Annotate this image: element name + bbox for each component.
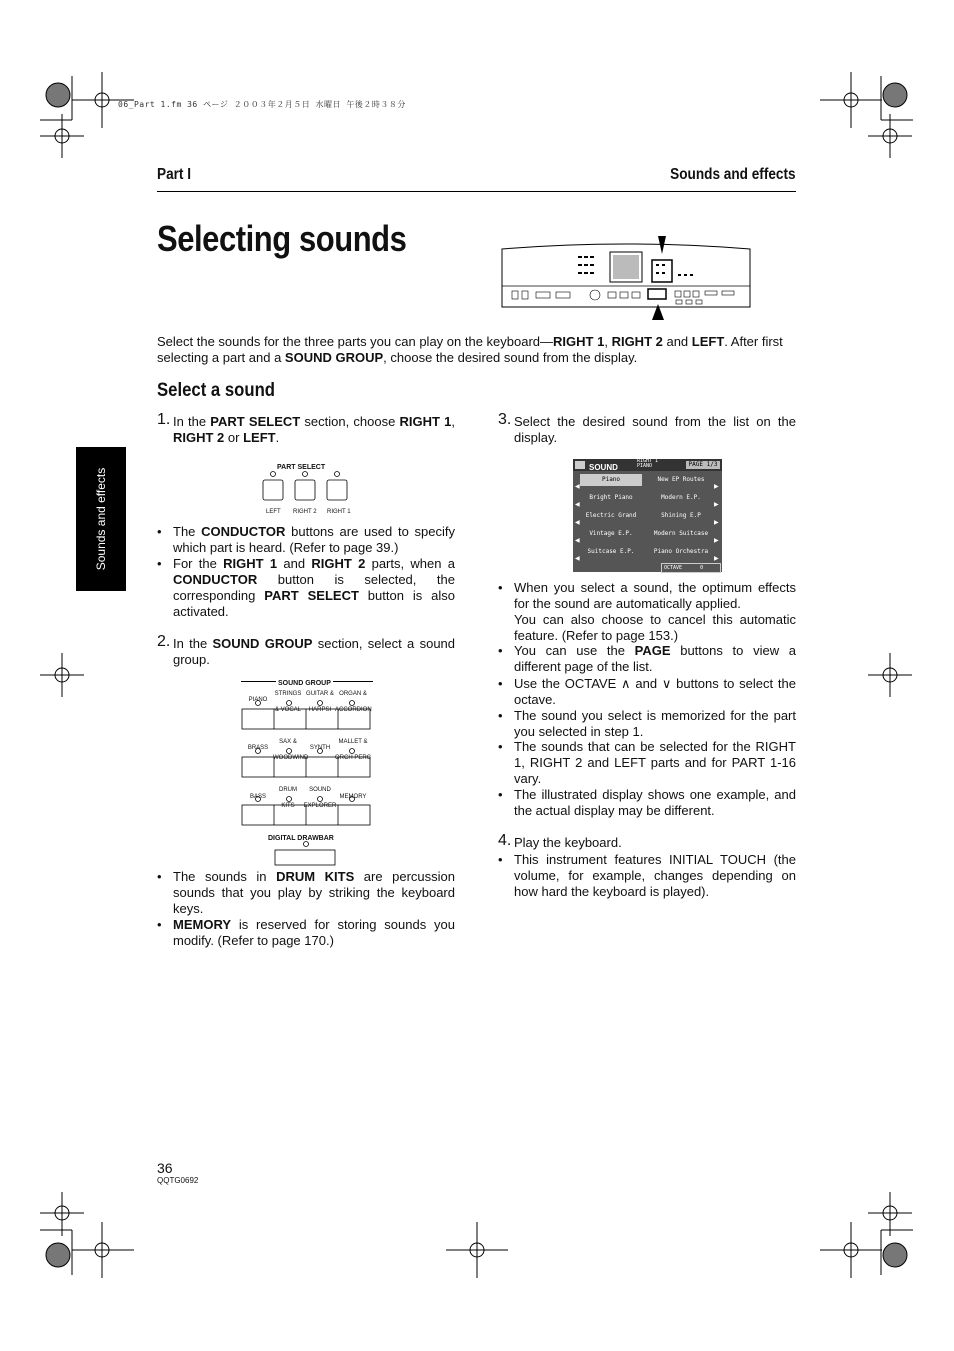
part-select-figure	[253, 460, 363, 516]
step-1: 1. In the PART SELECT section, choose RIGHT 1, RIGHT 2 or LEFT.	[157, 411, 455, 445]
sound-item[interactable]: Vintage E.P.	[589, 530, 633, 537]
sound-item[interactable]: New EP Routes	[657, 476, 705, 483]
sound-item[interactable]: Modern Suitcase	[653, 530, 709, 537]
sound-item[interactable]: Electric Grand	[585, 512, 637, 519]
step-4: 4. Play the keyboard.	[498, 832, 622, 850]
subheading: Select a sound	[157, 380, 276, 401]
part-select-right2-label: RIGHT 2	[293, 509, 317, 515]
left-arrow-icon: ◀	[575, 538, 580, 544]
side-tab: Sounds and effects	[76, 447, 126, 591]
sg-label: GUITAR & HARPSI	[306, 691, 334, 713]
sound-icon	[575, 461, 585, 469]
sg-label: PIANO	[248, 697, 268, 703]
step-3: 3. Select the desired sound from the list on the display.	[498, 411, 796, 445]
part-select-right1-label: RIGHT 1	[327, 509, 351, 515]
header-rule	[157, 191, 796, 192]
sg-label: SOUND EXPLORER	[303, 787, 337, 809]
display-page-indicator: PAGE 1/3	[686, 461, 720, 469]
right-arrow-icon: ▶	[714, 484, 719, 490]
right-arrow-icon: ▶	[714, 520, 719, 526]
bullet: • You can use the PAGE buttons to view a different page of the list.	[498, 643, 796, 674]
print-info-line: 06_Part 1.fm 36 ページ ２００３年２月５日 水曜日 午後２時３８分	[118, 100, 406, 109]
part-select-left-label: LEFT	[266, 509, 281, 515]
left-arrow-icon: ◀	[575, 502, 580, 508]
page-title: Selecting sounds	[157, 218, 407, 259]
left-arrow-icon: ◀	[575, 556, 580, 562]
sound-item[interactable]: Piano	[580, 474, 642, 486]
bullet: • For the RIGHT 1 and RIGHT 2 parts, when a CONDUCTOR button is selected, the corresponding PART SELECT button is also activated.	[157, 556, 455, 619]
sg-label: SYNTH	[309, 745, 331, 751]
digital-drawbar-label: DIGITAL DRAWBAR	[268, 835, 334, 842]
sg-label: BRASS	[247, 745, 269, 751]
right-arrow-icon: ▶	[714, 502, 719, 508]
bullet: • The illustrated display shows one example, and the actual display may be different.	[498, 787, 796, 818]
right-arrow-icon: ▶	[714, 538, 719, 544]
part-select-label: PART SELECT	[277, 464, 326, 471]
sg-label: SAX & WOODWIND	[273, 739, 309, 761]
keyboard-panel-illustration	[500, 234, 752, 324]
bullet: • The CONDUCTOR buttons are used to specify which part is heard. (Refer to page 39.)	[157, 524, 456, 555]
document-code: QQTG0692	[157, 1176, 199, 1185]
bullet: • The sounds in DRUM KITS are percussion sounds that you play by striking the keyboard keys.	[157, 869, 455, 916]
sound-group-figure	[241, 676, 373, 866]
page-number: 36	[157, 1160, 173, 1176]
step-2: 2. In the SOUND GROUP section, select a sound group.	[157, 633, 456, 667]
sg-label: STRINGS & VOCAL	[274, 691, 302, 713]
sound-display	[573, 459, 722, 572]
bullet: • Use the OCTAVE ∧ and ∨ buttons to select the octave.	[498, 676, 796, 707]
sound-group-label: SOUND GROUP	[276, 676, 333, 692]
right-arrow-icon: ▶	[714, 556, 719, 562]
octave-indicator: OCTAVE 0	[661, 563, 721, 573]
sound-item[interactable]: Piano Orchestra	[653, 548, 709, 555]
sg-label: DRUM KITS	[279, 787, 297, 809]
sg-label: BASS	[249, 794, 266, 800]
sound-item[interactable]: Suitcase E.P.	[587, 548, 635, 555]
sound-item[interactable]: Modern E.P.	[661, 494, 701, 501]
left-arrow-icon: ◀	[575, 484, 580, 490]
display-title: SOUND	[589, 463, 618, 472]
display-part: RIGHT 1 PIANO	[637, 458, 659, 469]
left-arrow-icon: ◀	[575, 520, 580, 526]
bullet: • When you select a sound, the optimum effects for the sound are automatically applied. You can also choose to cancel this automatic feature. (Refer to page 153.)	[498, 580, 796, 643]
sound-item[interactable]: Bright Piano	[589, 494, 633, 501]
bullet: • The sounds that can be selected for the RIGHT 1, RIGHT 2 and LEFT parts and for PART 1-16 vary.	[498, 739, 796, 786]
header-section: Sounds and effects	[670, 166, 796, 183]
sg-label: MALLET & ORCH PERC	[335, 739, 372, 761]
intro-paragraph: Select the sounds for the three parts you can play on the keyboard—RIGHT 1, RIGHT 2 and LEFT. After first selecting a part and a SOUND GROUP, choose the desired sound from the display.	[157, 334, 783, 365]
bullet: • MEMORY is reserved for storing sounds you modify. (Refer to page 170.)	[157, 917, 455, 948]
bullet: • This instrument features INITIAL TOUCH (the volume, for example, changes depending on how hard the keyboard is played).	[498, 852, 796, 899]
sg-label: MEMORY	[339, 794, 367, 800]
header-part: Part I	[157, 166, 192, 183]
sg-label: ORGAN & ACCORDION	[335, 691, 372, 713]
bullet: • The sound you select is memorized for the part you selected in step 1.	[498, 708, 796, 739]
sound-item[interactable]: Shining E.P	[661, 512, 701, 519]
